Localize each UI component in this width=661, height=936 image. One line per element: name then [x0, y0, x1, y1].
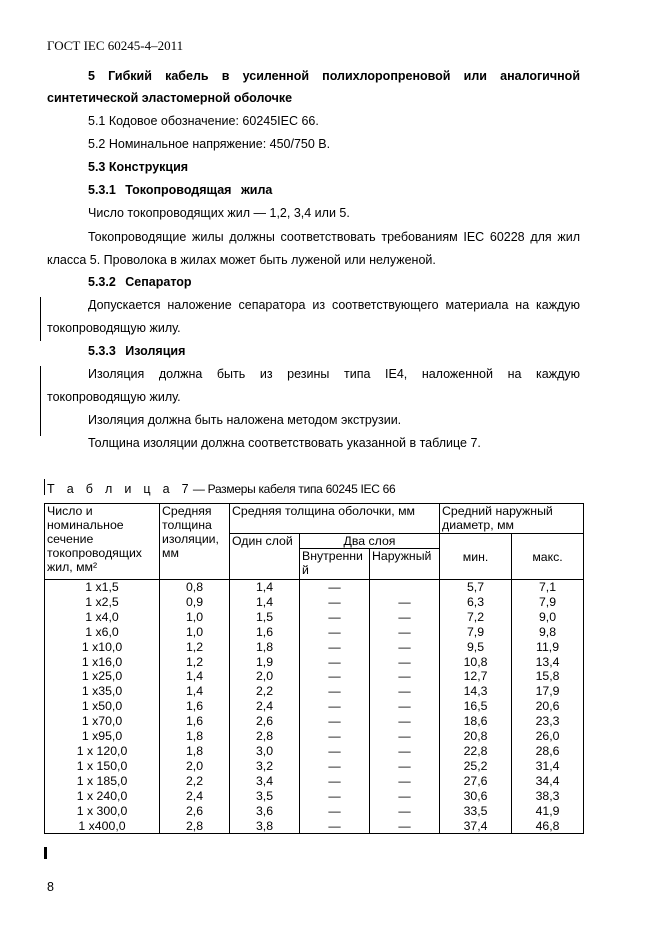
table-cell: — [370, 699, 440, 714]
table-cell: 2,8 [230, 729, 300, 744]
table-cell: 1,2 [160, 655, 230, 670]
table-cell: — [370, 714, 440, 729]
paragraph-separator-line1: Допускается наложение сепаратора из соответствующего материала на каждую [88, 298, 580, 312]
table-cell: 0,8 [160, 580, 230, 595]
table-cell: 0,9 [160, 595, 230, 610]
table-cell: — [370, 669, 440, 684]
table-cell: 1 х 240,0 [45, 789, 160, 804]
table-cell: 1 х70,0 [45, 714, 160, 729]
table-cell: 2,8 [160, 819, 230, 834]
table-cell: 31,4 [512, 759, 584, 774]
table-row [45, 669, 584, 684]
table-caption-label: Т а б л и ц а 7 [47, 482, 193, 496]
col-header-sheath: Средняя толщина оболочки, мм [230, 504, 440, 534]
table-cell: 1,6 [160, 714, 230, 729]
table-cell: 41,9 [512, 804, 584, 819]
heading-insulation: 5.3.3 Изоляция [88, 344, 186, 358]
table-cell: 1,6 [230, 625, 300, 640]
table-cell: 9,8 [512, 625, 584, 640]
table-cell: 2,2 [160, 774, 230, 789]
table-cell: 23,3 [512, 714, 584, 729]
page-number: 8 [47, 880, 54, 894]
revision-bar [44, 479, 45, 495]
table-cell: — [300, 684, 370, 699]
table-cell: 1 х 185,0 [45, 774, 160, 789]
table-cell: 15,8 [512, 669, 584, 684]
table-row [45, 580, 584, 595]
revision-bar [40, 297, 41, 341]
heading-construction: 5.3 Конструкция [88, 160, 189, 174]
table-cell: — [300, 655, 370, 670]
table-row [45, 729, 584, 744]
table-cell: 3,0 [230, 744, 300, 759]
paragraph-separator-line2: токопроводящую жилу. [47, 321, 181, 335]
paragraph-conductor-req-line1: Токопроводящие жилы должны соответствовать требованиям IEC 60228 для жил [88, 230, 580, 244]
revision-bar [40, 366, 41, 436]
col-header-min: мин. [440, 534, 512, 580]
table-cell: 46,8 [512, 819, 584, 834]
table-cell: — [370, 684, 440, 699]
table-cell: — [300, 804, 370, 819]
table-cell: 30,6 [440, 789, 512, 804]
table-cell: 1,4 [230, 595, 300, 610]
table-cell: 37,4 [440, 819, 512, 834]
table-cell: — [370, 744, 440, 759]
col-header-insulation: Средняя толщина изоляции, мм [160, 504, 230, 580]
table-cell: — [370, 819, 440, 834]
table-row [45, 625, 584, 640]
table-cell: — [300, 759, 370, 774]
table-cell: — [370, 655, 440, 670]
table-cell: 2,6 [230, 714, 300, 729]
paragraph-insulation-method: Изоляция должна быть наложена методом экструзии. [88, 413, 402, 427]
table-cell: 20,6 [512, 699, 584, 714]
table-cell: 1,0 [160, 610, 230, 625]
document-header: ГОСТ IEC 60245-4–2011 [47, 38, 184, 53]
revision-bar [44, 847, 47, 859]
table-cell: 5,7 [440, 580, 512, 595]
table-cell: 2,4 [230, 699, 300, 714]
table-row [45, 640, 584, 655]
table-cell: 14,3 [440, 684, 512, 699]
paragraph-insulation-line2: токопроводящую жилу. [47, 390, 181, 404]
table-cell: 3,6 [230, 804, 300, 819]
table-cell: 25,2 [440, 759, 512, 774]
table-cell: — [300, 729, 370, 744]
table-cell: 7,9 [512, 595, 584, 610]
table-cell: 1,9 [230, 655, 300, 670]
table-row [45, 804, 584, 819]
table-cell: — [300, 669, 370, 684]
table-cell: — [300, 580, 370, 595]
table-cell: — [300, 789, 370, 804]
table-row [45, 819, 584, 834]
paragraph-conductor-count: Число токопроводящих жил — 1,2, 3,4 или 5. [88, 206, 350, 220]
table-cell: 11,9 [512, 640, 584, 655]
table-cell: 1,4 [230, 580, 300, 595]
table-cell: 12,7 [440, 669, 512, 684]
table-cell: 1,8 [160, 744, 230, 759]
table-cell [370, 580, 440, 595]
table-cell: 34,4 [512, 774, 584, 789]
table-cell: 28,6 [512, 744, 584, 759]
table-cell: 7,9 [440, 625, 512, 640]
col-header-diameter: Средний наружный диаметр, мм [440, 504, 584, 534]
table-row [45, 595, 584, 610]
table-cell: 1,8 [230, 640, 300, 655]
table-cell: 2,4 [160, 789, 230, 804]
table-cell: — [300, 774, 370, 789]
table-cell: 18,6 [440, 714, 512, 729]
table-cell: 1,5 [230, 610, 300, 625]
table-cell: 1,0 [160, 625, 230, 640]
table-cell: 16,5 [440, 699, 512, 714]
table-row [45, 610, 584, 625]
table-cell: 2,0 [160, 759, 230, 774]
table-cell: 1,4 [160, 669, 230, 684]
table-cell: 1 х 150,0 [45, 759, 160, 774]
col-header-inner: Внутренний [300, 549, 370, 580]
table-cell: 1 х50,0 [45, 699, 160, 714]
table-cell: 13,4 [512, 655, 584, 670]
col-header-outer: Наружный [370, 549, 440, 580]
table-row [45, 744, 584, 759]
table-cell: — [370, 595, 440, 610]
table-cell: 26,0 [512, 729, 584, 744]
table-cell: — [300, 625, 370, 640]
paragraph-insulation-line1: Изоляция должна быть из резины типа IE4, наложенной на каждую [88, 367, 580, 381]
table-cell: 1 х95,0 [45, 729, 160, 744]
section-title-line1: 5 Гибкий кабель в усиленной полихлоропреновой или аналогичной [88, 69, 580, 83]
table-cell: 2,2 [230, 684, 300, 699]
table-cell: — [300, 819, 370, 834]
table-cell: 2,6 [160, 804, 230, 819]
heading-conductor: 5.3.1 Токопроводящая жила [88, 183, 273, 197]
table-cell: 1 х1,5 [45, 580, 160, 595]
table-cell: 1,6 [160, 699, 230, 714]
table-cell: 27,6 [440, 774, 512, 789]
table-cell: 1,8 [160, 729, 230, 744]
table-row [45, 774, 584, 789]
table-cell: 1 х35,0 [45, 684, 160, 699]
table-cell: 1 х25,0 [45, 669, 160, 684]
paragraph-insulation-thickness: Толщина изоляции должна соответствовать указанной в таблице 7. [88, 436, 481, 450]
table-cell: — [300, 640, 370, 655]
table-cell: — [370, 610, 440, 625]
table-caption-text: — Размеры кабеля типа 60245 IEC 66 [192, 482, 396, 496]
table-cell: — [300, 714, 370, 729]
col-header-two-layers: Два слоя [300, 534, 440, 549]
table-cell: 9,0 [512, 610, 584, 625]
col-header-one-layer: Один слой [230, 534, 300, 580]
table-cell: 3,4 [230, 774, 300, 789]
table-cell: 1 х 120,0 [45, 744, 160, 759]
table-cell: 1 х6,0 [45, 625, 160, 640]
table-cell: — [370, 625, 440, 640]
table-cell: — [370, 759, 440, 774]
table-cell: 6,3 [440, 595, 512, 610]
table-cell: 1 х2,5 [45, 595, 160, 610]
table-cell: 1,2 [160, 640, 230, 655]
table-cell: — [370, 774, 440, 789]
table-cell: 3,2 [230, 759, 300, 774]
table-cell: 10,8 [440, 655, 512, 670]
paragraph-conductor-req-line2: класса 5. Проволока в жилах может быть луженой или нелуженой. [47, 253, 436, 267]
table-cell: 1,4 [160, 684, 230, 699]
paragraph-voltage: 5.2 Номинальное напряжение: 450/750 В. [88, 137, 331, 151]
table-row [45, 714, 584, 729]
table-cell: — [300, 595, 370, 610]
table-cell: — [300, 744, 370, 759]
table-cell: 3,5 [230, 789, 300, 804]
col-header-conductors: Число и номинальное сечение токопроводящих жил, мм² [45, 504, 160, 580]
table-row [45, 789, 584, 804]
table-cell: — [300, 699, 370, 714]
heading-separator: 5.3.2 Сепаратор [88, 275, 192, 289]
table-cell: 7,2 [440, 610, 512, 625]
table-cell: 22,8 [440, 744, 512, 759]
table-cell: 3,8 [230, 819, 300, 834]
table-cell: 7,1 [512, 580, 584, 595]
table-cell: 33,5 [440, 804, 512, 819]
paragraph-code: 5.1 Кодовое обозначение: 60245IEC 66. [88, 114, 319, 128]
table-row [45, 684, 584, 699]
dimensions-table [44, 503, 584, 834]
table-cell: 17,9 [512, 684, 584, 699]
table-row [45, 759, 584, 774]
section-title-line2: синтетической эластомерной оболочке [47, 91, 293, 105]
col-header-max: макс. [512, 534, 584, 580]
table-cell: — [300, 610, 370, 625]
table-cell: 1 х400,0 [45, 819, 160, 834]
table-cell: 20,8 [440, 729, 512, 744]
table-cell: 1 х16,0 [45, 655, 160, 670]
table-cell: — [370, 804, 440, 819]
table-cell: 1 х 300,0 [45, 804, 160, 819]
table-cell: 9,5 [440, 640, 512, 655]
table-cell: — [370, 640, 440, 655]
table-cell: 1 х4,0 [45, 610, 160, 625]
table-cell: 1 х10,0 [45, 640, 160, 655]
table-cell: — [370, 789, 440, 804]
table-row [45, 699, 584, 714]
table-caption [47, 482, 395, 496]
table-row [45, 655, 584, 670]
table-cell: — [370, 729, 440, 744]
table-cell: 2,0 [230, 669, 300, 684]
table-cell: 38,3 [512, 789, 584, 804]
